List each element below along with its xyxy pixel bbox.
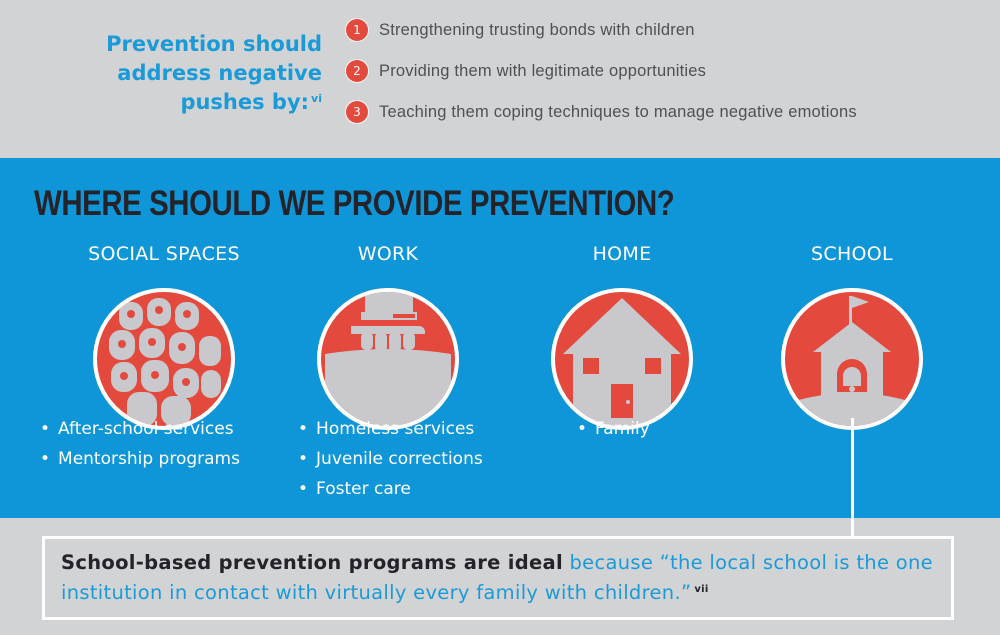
- intro-heading: [60, 30, 322, 117]
- column-social-spaces: [44, 240, 284, 430]
- bullets-social-spaces: [40, 414, 300, 474]
- social-speech-bubbles-icon: [93, 288, 235, 430]
- list-item: • Mentorship programs: [40, 444, 300, 474]
- quote-ref: vii: [694, 584, 709, 595]
- column-home: [502, 240, 742, 430]
- step-3-number: 3: [346, 101, 368, 123]
- column-title-school: SCHOOL: [811, 243, 893, 265]
- column-school: [732, 240, 972, 430]
- column-title-work: WORK: [357, 243, 419, 265]
- intro-heading-line2: address negative: [117, 61, 322, 85]
- step-2-text: Providing them with legitimate opportunities: [379, 61, 707, 80]
- step-3-text: Teaching them coping techniques to manage negative emotions: [379, 102, 857, 121]
- house-icon: [551, 288, 693, 430]
- list-item: • After-school services: [40, 414, 300, 444]
- list-item: • Homeless services: [298, 414, 558, 444]
- list-item: • Juvenile corrections: [298, 444, 558, 474]
- intro-heading-line3: [60, 88, 322, 117]
- intro-heading-line3-text: pushes by:: [180, 90, 310, 114]
- quote-box: [42, 536, 954, 620]
- intro-heading-ref: vi: [311, 92, 322, 105]
- step-1: [346, 18, 695, 42]
- intro-heading-line1: Prevention should: [106, 32, 322, 56]
- quote-text: because “the local school is the one institution in contact with virtually every family with children.”: [61, 551, 933, 604]
- column-work: [268, 240, 508, 430]
- column-title-home: HOME: [592, 243, 652, 265]
- quote-lead: School-based prevention programs are ideal: [61, 551, 563, 574]
- step-1-number: 1: [346, 19, 368, 41]
- list-item: • Family: [577, 414, 837, 444]
- section-title: WHERE SHOULD WE PROVIDE PREVENTION?: [34, 184, 675, 223]
- schoolhouse-bell-icon: [781, 288, 923, 430]
- step-2-number: 2: [346, 60, 368, 82]
- column-title-social-spaces: SOCIAL SPACES: [88, 243, 240, 265]
- step-2: [346, 59, 706, 83]
- work-handshake-icon: [317, 288, 459, 430]
- connector-line: [851, 418, 854, 536]
- step-1-text: Strengthening trusting bonds with children: [379, 20, 695, 39]
- step-3: [346, 100, 857, 124]
- list-item: • Foster care: [298, 474, 558, 504]
